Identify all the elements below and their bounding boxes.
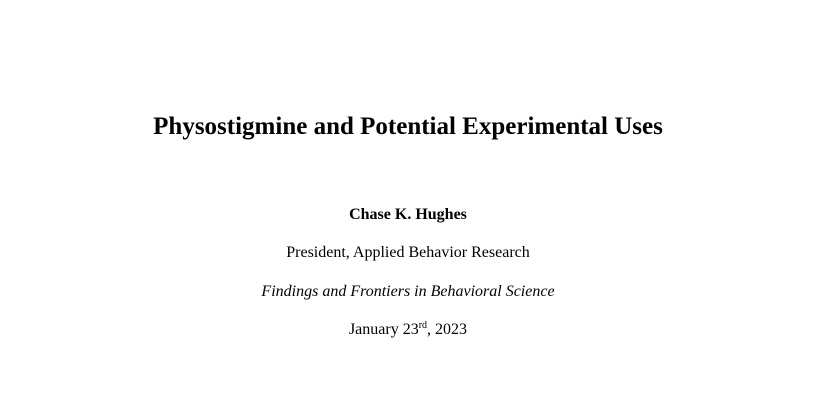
- author-name: Chase K. Hughes: [349, 206, 467, 223]
- publication-date: [0, 320, 816, 340]
- date-ordinal-suffix: rd: [418, 320, 428, 331]
- author-affiliation: President, Applied Behavior Research: [286, 244, 530, 261]
- date-month-day: January 23: [348, 321, 419, 338]
- paper-title: Physostigmine and Potential Experimental Uses: [153, 113, 663, 140]
- date-year: , 2023: [427, 321, 468, 338]
- journal-name: Findings and Frontiers in Behavioral Science: [261, 283, 555, 300]
